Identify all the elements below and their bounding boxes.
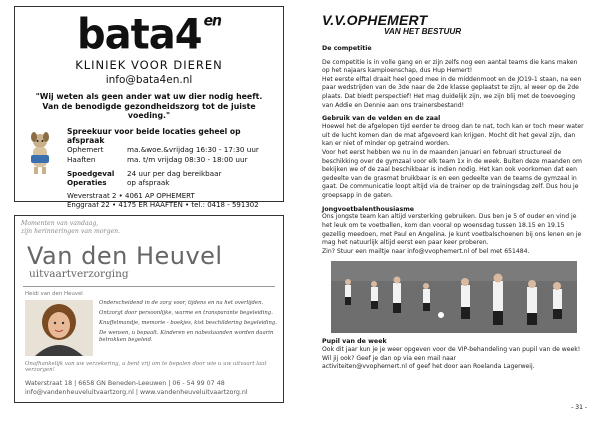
operations-row: Operaties op afspraak [67,178,170,188]
club-title: V.V.OPHEMERT [322,12,428,28]
section-velden: Gebruik van de velden en de zaal Hoewel het de afgelopen tijd eerder te droog dan te nat, toch kan er toch meer water uit de lucht komen dan de mat afgevoerd kan krijgen. Mocht dit het geval zijn, dan kan er niet of minder op getraind worden. Voor het eerst hebben we nu in de maanden januari en februari structureel de beschikking over de gymzaal voor elk team 1x in de week. Buiten deze maanden om bekijken we of de zaal beschikbaar is indien nodig. Het kan ook voorkomen dat een gedeelte van de grasmat bruikbaar is en een gedeelte van de teams de gymzaal in gaat. De communicatie loopt altijd via de trainer op de trainingsdag zelf. Dus hou je groepsapp in de gaten. [322,115,584,200]
vdh-description: Onderscheidend in de zorg voor, tijdens en na het overlijden. Ontzorgt door persoonlijke, warme en transparante begeleiding. Knuffelmandje, memorie - boekjes, kist beschildering begeleiding. De wensen, u bepaalt. Kinderen en nabestaanden worden daarin betrokken begeleid. [99,299,277,344]
club-subtitle: VAN HET BESTUUR [384,27,462,36]
hours-row: Ophemert ma.&woe.&vrijdag 16:30 - 17:30 uur [67,145,259,155]
section-competitie: De competitie De competitie is in volle gang en er zijn zelfs nog een aantal teams die kans maken op het najaars kampioenschap, dus Hup Hemert! Het eerste elftal draait heel goed mee in de middenmoot en de JO19-1 staan, na een paar wedstrijden van de 3de naar de 2de klasse geplaatst te zijn, al weer op de 2de plaats. Dat biedt perspectief! Het mag duidelijk zijn, we zijn blij met de toevoeging van Addie en Dennie aan ons trainersbestand! [322,45,582,109]
hours-title: Spreekuur voor beide locaties geheel op afspraak [67,127,241,146]
article-column [322,12,584,372]
vdh-photo-row [21,300,277,356]
vdh-tagline: Momenten van vandaag, zijn herinneringen van morgen. [21,220,121,235]
bata4en-logo: bata4 $^{en}$ [76,10,222,60]
clinic-email: info@bata4en.nl [105,74,193,86]
page-number: - 31 - [571,404,587,411]
portrait-photo [25,300,93,356]
vdh-contact: Waterstraat 18 | 6658 GN Beneden-Leeuwen | 06 - 54 99 07 48 info@vandenheuveluitvaartzorg.nl | www.vandenheuveluitvaartzorg.nl [25,379,248,396]
section-jongvoetbal: Jongvoetbalenthousiasme Ons jongste team kan altijd versterking gebruiken. Dus ben je 5 of ouder en vind je het leuk om te voetballen, kom dan vooral op woensdag tussen 18.15 en 19.15 gezellig meedoen, met Paul en Angelina. Je kunt voetbalschoenen bij ons lenen en je mag het natuurlijk altijd eerst een paar keer proberen. Zin? Stuur een mailtje naar info@vvophemert.nl of bel met 651484. [322,205,582,255]
section-pupil: Pupil van de week Ook dit jaar kun je je weer opgeven voor de VIP-behandeling van pupil van de week! Wil jij ook? Geef je dan op via een mail naar activiteiten@vvophemert.nl of geef het door aan Roelanda Lagerweij. [322,338,581,371]
team-photo [331,261,577,333]
van-den-heuvel-advertisement [14,215,284,403]
vdh-signoff: Onafhankelijk van uw verzekering, u bent vrij om te bepalen door wie u uw uitvaart laat verzorgen! [25,360,267,373]
clinic-name: KLINIEK VOOR DIEREN [75,58,223,72]
dog-icon [25,131,55,175]
advertisements-column [14,6,284,403]
clinic-address: Weverstraat 2 • 4061 AP OPHEMERT Enggraaf 22 • 4175 ER HAAFTEN • tel.: 0418 - 591302 [67,191,259,210]
divider [23,286,275,287]
hours-row: Haaften ma. t/m vrijdag 08:30 - 18:00 uur [67,154,248,164]
clinic-slogan: "Wij weten als geen ander wat uw dier nodig heeft. Van de benodigde gezondheidszorg tot de juiste voeding." [35,92,263,121]
emergency-row: Spoedgeval 24 uur per dag bereikbaar [67,168,222,178]
vdh-person-name: Heidi van den Heuvel [25,290,83,297]
vdh-brand: Van den Heuvel [27,241,223,270]
bata4en-advertisement [14,6,284,210]
vdh-subtitle: uitvaartverzorging [29,267,129,280]
